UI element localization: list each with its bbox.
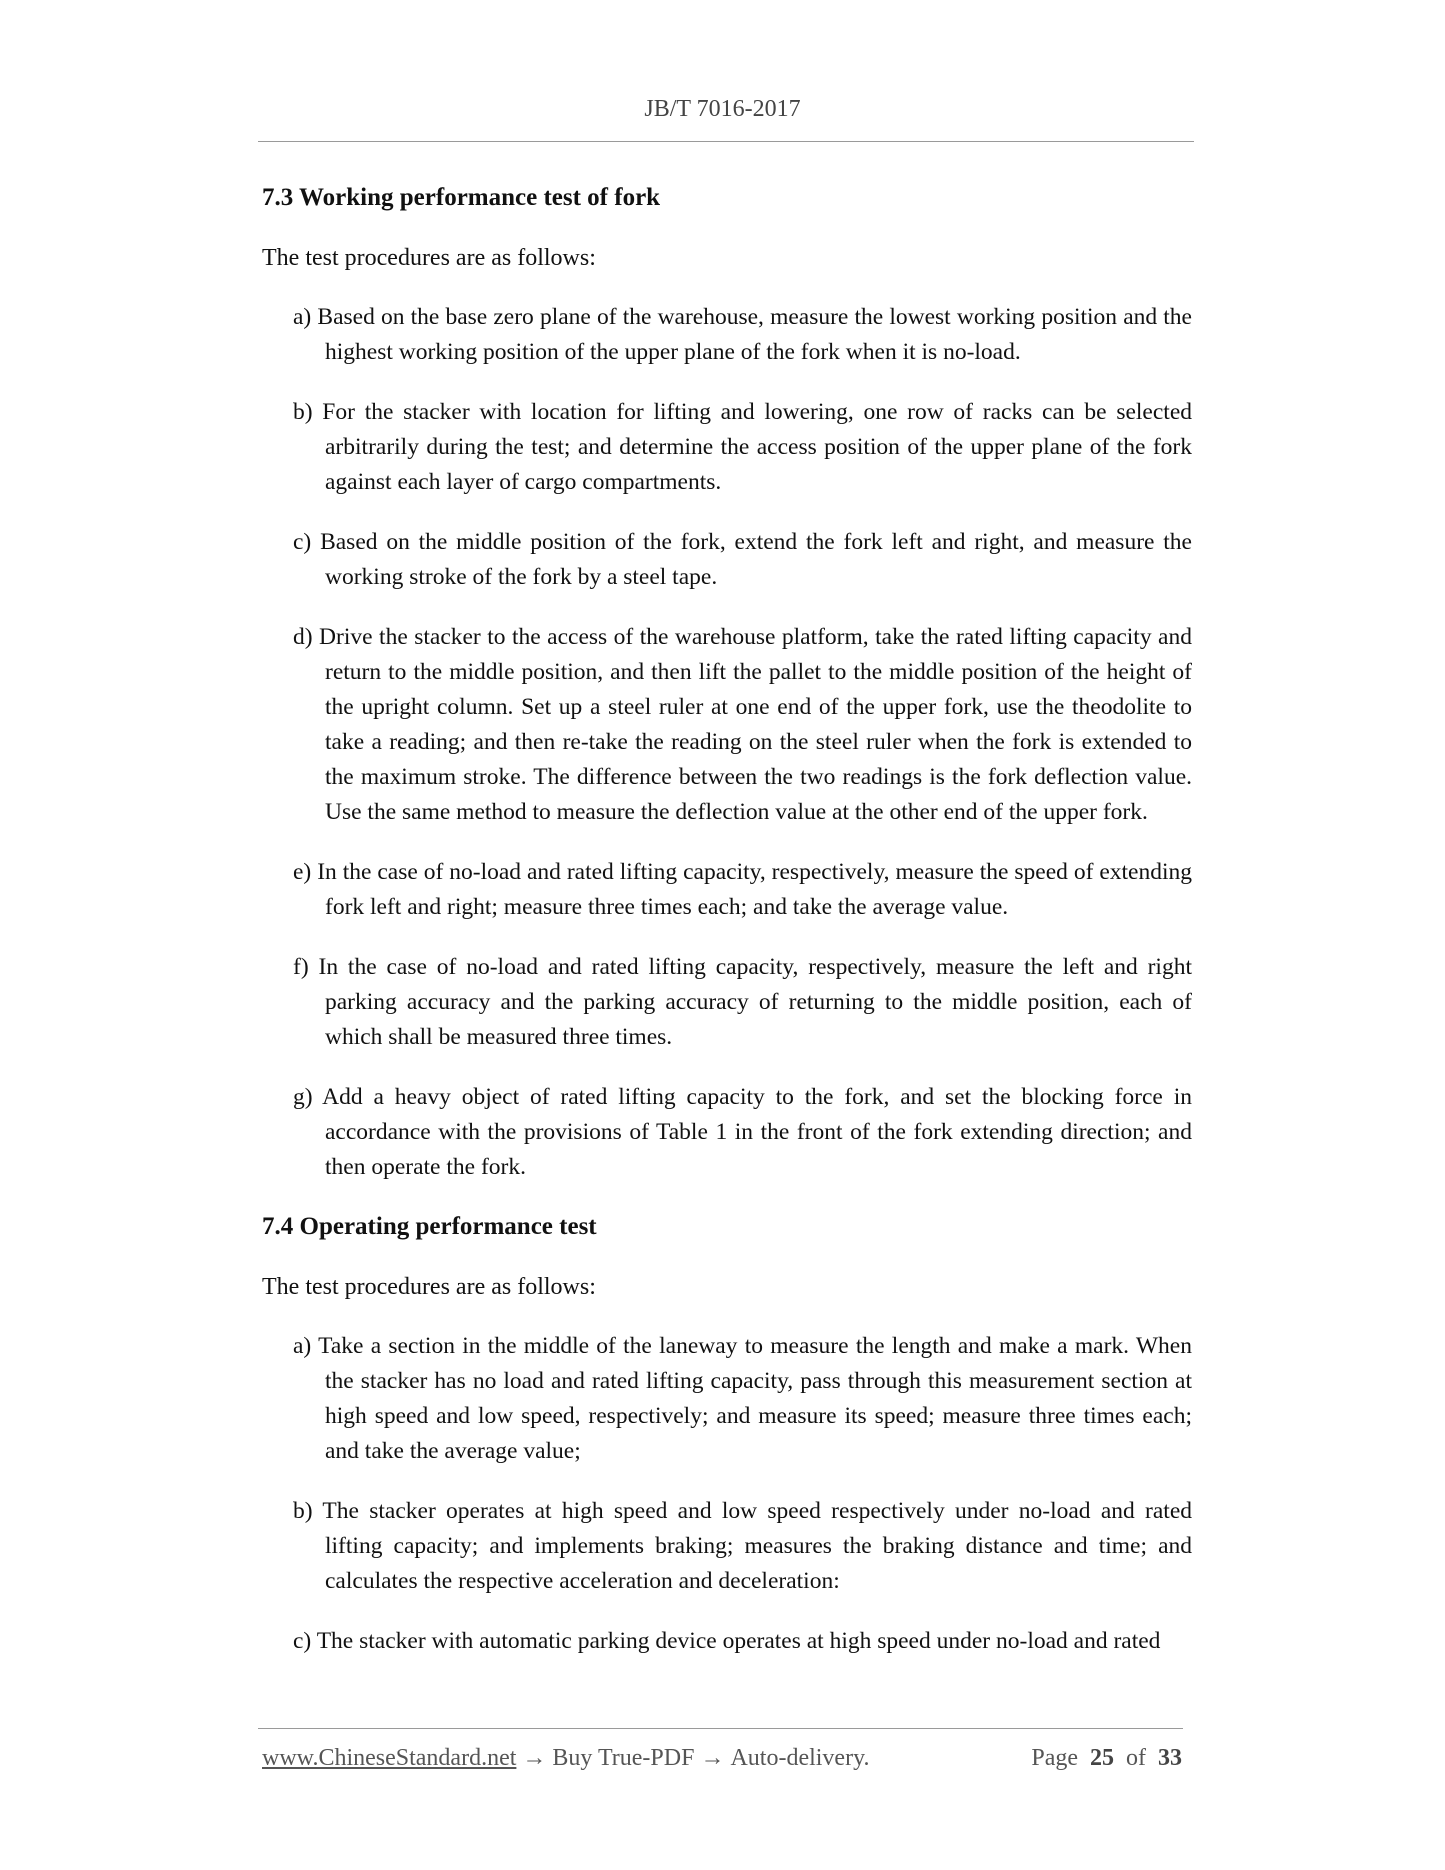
- procedure-item-d: d) Drive the stacker to the access of the warehouse platform, take the rated lifting capacity and return to the middle position, and then lift the pallet to the middle position of the height of the upright column. Set up a steel ruler at one end of the upper fork, use the theodolite to take a reading; and then re-take the reading on the steel ruler when the fork is extended to the maximum stroke. The difference between the two readings is the fork deflection value. Use the same method to measure the deflection value at the other end of the upper fork.: [293, 624, 1192, 825]
- section-heading-7-4: 7.4 Operating performance test: [262, 1213, 597, 1240]
- procedure-item-c: c) The stacker with automatic parking device operates at high speed under no-load and rated: [293, 1628, 1161, 1654]
- auto-delivery-text: Auto-delivery.: [730, 1745, 870, 1771]
- arrow-right-icon: →: [522, 1745, 547, 1771]
- procedure-item-g: g) Add a heavy object of rated lifting capacity to the fork, and set the blocking force in accordance with the provisions of Table 1 in the front of the fork extending direction; and then operate the fork.: [293, 1084, 1192, 1180]
- procedure-item-e: e) In the case of no-load and rated lifting capacity, respectively, measure the speed of extending fork left and right; measure three times each; and take the average value.: [293, 859, 1192, 920]
- footer-divider: [258, 1728, 1183, 1729]
- of-label: of: [1126, 1745, 1146, 1771]
- page-number: [1031, 1745, 1182, 1772]
- section-intro-7-4: The test procedures are as follows:: [262, 1274, 596, 1300]
- buy-true-pdf-text: Buy True-PDF: [552, 1745, 695, 1771]
- section-heading-7-3: 7.3 Working performance test of fork: [262, 184, 661, 211]
- arrow-right-icon: →: [700, 1745, 725, 1771]
- procedure-item-a: a) Based on the base zero plane of the warehouse, measure the lowest working position and the highest working position of the upper plane of the fork when it is no-load.: [293, 304, 1192, 365]
- procedure-list-7-4: [262, 1329, 1192, 1659]
- website-link[interactable]: www.ChineseStandard.net: [262, 1745, 517, 1771]
- procedure-item-a: a) Take a section in the middle of the laneway to measure the length and make a mark. When the stacker has no load and rated lifting capacity, pass through this measurement section at high speed and low speed, respectively; and measure its speed; measure three times each; and take the average value;: [293, 1333, 1192, 1464]
- section-intro-7-3: The test procedures are as follows:: [262, 245, 596, 271]
- page-label: Page: [1031, 1745, 1078, 1771]
- page-footer: [262, 1745, 1182, 1779]
- procedure-item-b: b) The stacker operates at high speed and low speed respectively under no-load and rated lifting capacity; and implements braking; measures the braking distance and time; and calculates the respective acceleration and deceleration:: [293, 1498, 1192, 1594]
- procedure-item-b: b) For the stacker with location for lifting and lowering, one row of racks can be selected arbitrarily during the test; and determine the access position of the upper plane of the fork against each layer of cargo compartments.: [293, 399, 1192, 495]
- total-pages: 33: [1158, 1745, 1182, 1771]
- procedure-item-c: c) Based on the middle position of the fork, extend the fork left and right, and measure the working stroke of the fork by a steel tape.: [293, 529, 1192, 590]
- header-divider: [258, 141, 1194, 142]
- page-body: [262, 180, 1192, 1659]
- procedure-list-7-3: [262, 300, 1192, 1185]
- procedure-item-f: f) In the case of no-load and rated lifting capacity, respectively, measure the left and right parking accuracy and the parking accuracy of returning to the middle position, each of which shall be measured three times.: [293, 954, 1192, 1050]
- document-header: JB/T 7016-2017: [644, 96, 801, 122]
- footer-promo: [262, 1745, 870, 1772]
- current-page: 25: [1090, 1745, 1114, 1771]
